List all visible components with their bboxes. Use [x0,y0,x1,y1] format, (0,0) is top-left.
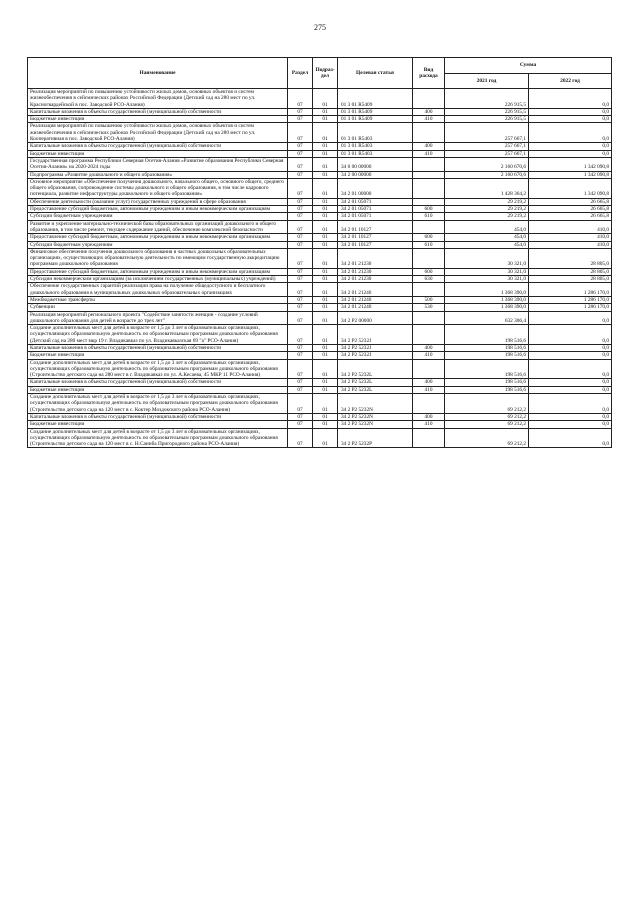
table-row [28,304,612,311]
row-expense: 400 [413,344,445,351]
row-name: Бюджетные инвестиции [28,150,288,157]
row-target: 34 2 P2 5232J [338,352,413,359]
row-subsection: 01 [313,325,338,345]
header-name: Наименование [28,58,288,89]
row-subsection: 01 [313,157,338,171]
table-row [28,143,612,150]
row-expense [413,283,445,297]
row-name: Развитие и укрепление материально-технической базы образовательных организаций дошкольного и общего образования, в том числе ремонт, текущее содержание зданий, обеспечение комплексной безопасности [28,220,288,234]
row-target: 34 2 P2 5232L [338,386,413,393]
header-year-2021: 2021 год [445,74,529,89]
row-expense [413,359,445,379]
row-amount-2021: 632 306,4 [445,311,529,325]
page-number: 275 [314,23,326,32]
row-target: 01 3 01 R5409 [338,108,413,115]
row-expense [413,178,445,198]
row-amount-2021: 69 212,2 [445,428,529,448]
row-name: Подпрограмма «Развитие дошкольного и общего образования» [28,171,288,178]
row-subsection: 01 [313,150,338,157]
row-subsection: 01 [313,268,338,275]
row-expense: 410 [413,150,445,157]
row-name: Обеспечение государственных гарантий реализации права на получение общедоступного и бесплатного дошкольного образования в муниципальных дошкольных образовательных организациях [28,283,288,297]
row-subsection: 01 [313,276,338,283]
row-expense: 410 [413,421,445,428]
row-subsection: 01 [313,359,338,379]
row-target: 34 2 01 05071 [338,198,413,205]
row-section: 07 [288,304,313,311]
row-amount-2022: 1 342 090,8 [529,171,612,178]
table-row [28,220,612,234]
row-name: Финансовое обеспечение получения дошкольного образования в частных дошкольных образовательных организациях, осуществляющих образовательную деятельность по имеющим государственную аккредитацию программам дошкольного образования [28,248,288,268]
row-amount-2021: 226 915,5 [445,116,529,123]
row-section: 07 [288,206,313,213]
row-target: 34 2 01 21240 [338,304,413,311]
row-amount-2022: 0,0 [529,123,612,143]
row-subsection: 01 [313,178,338,198]
row-section: 07 [288,234,313,241]
row-subsection: 01 [313,198,338,205]
row-amount-2022: 1 286 170,0 [529,304,612,311]
row-subsection: 01 [313,283,338,297]
table-row [28,268,612,275]
row-amount-2022: 1 342 090,8 [529,157,612,171]
row-expense: 400 [413,379,445,386]
row-target: 34 2 P2 5232N [338,413,413,420]
row-section: 07 [288,143,313,150]
row-name: Создание дополнительных мест для детей в возрасте от 1,5 до 3 лет в образовательных организациях, осуществляющих образовательную деятельность по образовательным программам дошкольного образования (Строительство детского сада на 120 мест в с. Н.Саниба Пригородного района РСО-Алания) [28,428,288,448]
table-row [28,352,612,359]
row-name: Субсидии бюджетным учреждениям [28,241,288,248]
row-target: 34 2 01 21240 [338,283,413,297]
row-amount-2022: 0,0 [529,379,612,386]
row-target: 34 2 01 21240 [338,296,413,303]
row-expense [413,157,445,171]
row-amount-2022: 28 805,0 [529,248,612,268]
row-subsection: 01 [313,311,338,325]
row-amount-2021: 1 368 390,0 [445,304,529,311]
row-expense [413,428,445,448]
row-section: 07 [288,198,313,205]
row-target: 01 3 01 R5403 [338,150,413,157]
row-expense [413,198,445,205]
row-amount-2021: 226 915,5 [445,89,529,109]
row-subsection: 01 [313,116,338,123]
row-section: 07 [288,428,313,448]
row-amount-2021: 29 219,2 [445,206,529,213]
row-amount-2021: 69 212,2 [445,394,529,414]
row-target: 34 2 P2 5232L [338,379,413,386]
row-expense: 410 [413,352,445,359]
table-row [28,394,612,414]
row-target: 34 2 P2 5232L [338,359,413,379]
table-row [28,206,612,213]
row-amount-2021: 257 667,1 [445,123,529,143]
row-amount-2021: 198 516,6 [445,344,529,351]
row-amount-2021: 257 667,1 [445,143,529,150]
row-section: 07 [288,123,313,143]
row-name: Бюджетные инвестиции [28,116,288,123]
row-name: Капитальные вложения в объекты государственной (муниципальной) собственности [28,413,288,420]
row-target: 34 2 01 10127 [338,220,413,234]
row-expense: 600 [413,234,445,241]
row-expense: 530 [413,304,445,311]
row-subsection: 01 [313,234,338,241]
row-expense: 600 [413,268,445,275]
row-amount-2021: 198 516,6 [445,379,529,386]
row-subsection: 01 [313,379,338,386]
table-row [28,241,612,248]
table-row [28,89,612,109]
row-subsection: 01 [313,241,338,248]
row-expense: 610 [413,241,445,248]
row-subsection: 01 [313,206,338,213]
row-target: 34 2 01 10127 [338,241,413,248]
row-name: Предоставление субсидий бюджетным, автономным учреждениям и иным некоммерческим организациям [28,234,288,241]
table-row [28,248,612,268]
row-target: 34 2 P2 5232J [338,344,413,351]
row-amount-2022: 410,0 [529,234,612,241]
row-expense: 610 [413,213,445,220]
table-row [28,234,612,241]
row-amount-2022: 1 286 170,0 [529,296,612,303]
row-section: 07 [288,359,313,379]
row-expense [413,171,445,178]
row-name: Реализация мероприятий по повышению устойчивости жилых домов, основных объектов и систем жизнеобеспечения в сейсмических районах Российской Федерации (Детский сад на 280 мест по ул. Кооперативная в пос. Заводской РСО-Алания) [28,123,288,143]
row-name: Капитальные вложения в объекты государственной (муниципальной) собственности [28,108,288,115]
row-name: Создание дополнительных мест для детей в возрасте от 1,5 до 3 лет в образовательных организациях, осуществляющих образовательную деятельность по образовательным программам дошкольного образования (Строительство детского сада на 280 мест в г. Владикавказ по ул. А.Кесаева, 45 МКР 11 РСО-Алания) [28,359,288,379]
row-amount-2022: 0,0 [529,108,612,115]
row-amount-2021: 29 219,2 [445,198,529,205]
row-section: 07 [288,296,313,303]
row-section: 07 [288,344,313,351]
row-target: 34 2 00 00000 [338,171,413,178]
header-year-2022: 2022 год [529,74,612,89]
row-amount-2021: 30 321,0 [445,268,529,275]
row-amount-2022: 0,0 [529,150,612,157]
row-target: 34 2 01 21230 [338,276,413,283]
table-row [28,171,612,178]
row-section: 07 [288,248,313,268]
row-amount-2022: 26 665,8 [529,198,612,205]
row-amount-2021: 1 368 390,0 [445,283,529,297]
row-amount-2021: 198 516,6 [445,386,529,393]
row-section: 07 [288,178,313,198]
row-section: 07 [288,352,313,359]
row-target: 34 2 P2 5232N [338,421,413,428]
table-row [28,283,612,297]
row-expense [413,248,445,268]
row-name: Капитальные вложения в объекты государственной (муниципальной) собственности [28,379,288,386]
table-row [28,178,612,198]
row-subsection: 01 [313,143,338,150]
row-expense: 630 [413,276,445,283]
row-expense: 410 [413,386,445,393]
row-amount-2022: 0,0 [529,413,612,420]
row-amount-2021: 2 160 670,6 [445,171,529,178]
row-amount-2021: 69 212,2 [445,421,529,428]
row-section: 07 [288,268,313,275]
row-amount-2022: 0,0 [529,386,612,393]
table-row [28,386,612,393]
table-row [28,150,612,157]
row-amount-2022: 0,0 [529,428,612,448]
row-name: Бюджетные инвестиции [28,386,288,393]
row-subsection: 01 [313,344,338,351]
row-subsection: 01 [313,394,338,414]
row-section: 07 [288,379,313,386]
row-amount-2022: 0,0 [529,359,612,379]
row-amount-2022: 1 342 090,8 [529,178,612,198]
row-section: 07 [288,386,313,393]
row-name: Основное мероприятие «Обеспечение получения дошкольного, начального общего, основного общего, среднего общего образования, сопровождение системы дошкольного и общего образования, в том числе кадрового потенциала, развитие инфраструктуры дошкольного и общего образования» [28,178,288,198]
row-amount-2021: 69 212,2 [445,413,529,420]
row-section: 07 [288,213,313,220]
table-row [28,213,612,220]
row-expense: 400 [413,413,445,420]
table-row [28,276,612,283]
row-target: 34 2 01 05071 [338,213,413,220]
row-amount-2022: 26 665,8 [529,206,612,213]
row-amount-2021: 1 368 390,0 [445,296,529,303]
row-section: 07 [288,89,313,109]
row-amount-2021: 454,0 [445,220,529,234]
row-expense [413,123,445,143]
row-amount-2022: 410,0 [529,241,612,248]
row-name: Предоставление субсидий бюджетным, автономным учреждениям и иным некоммерческим организациям [28,206,288,213]
row-name: Создание дополнительных мест для детей в возрасте от 1,5 до 3 лет в образовательных организациях, осуществляющих образовательную деятельность по образовательным программам дошкольного образования (Строительство детского сада на 120 мест в с. Коктер Моздокского района РСО-Алания) [28,394,288,414]
row-name: Межбюджетные трансферты [28,296,288,303]
row-name: Обеспечение деятельности (оказание услуг) государственных учреждений в сфере образования [28,198,288,205]
header-section: Раздел [288,58,313,89]
table-row [28,344,612,351]
row-section: 07 [288,394,313,414]
row-amount-2021: 30 321,0 [445,248,529,268]
row-amount-2021: 2 160 670,6 [445,157,529,171]
row-name: Субсидии бюджетным учреждениям [28,213,288,220]
table-row [28,379,612,386]
row-section: 07 [288,241,313,248]
row-expense: 410 [413,116,445,123]
row-subsection: 01 [313,413,338,420]
row-subsection: 01 [313,123,338,143]
row-amount-2021: 198 516,6 [445,325,529,345]
row-expense [413,89,445,109]
row-amount-2022: 0,0 [529,394,612,414]
header-sum: Сумма [445,58,612,74]
row-target: 34 2 01 21230 [338,248,413,268]
table-row [28,428,612,448]
row-target: 01 3 01 R5409 [338,89,413,109]
row-amount-2021: 1 428 364,2 [445,178,529,198]
row-expense [413,220,445,234]
table-row [28,296,612,303]
row-expense [413,311,445,325]
row-amount-2021: 29 219,2 [445,213,529,220]
row-amount-2022: 28 805,0 [529,268,612,275]
row-target: 34 0 00 00000 [338,157,413,171]
row-target: 34 2 01 10127 [338,234,413,241]
row-target: 01 3 01 R5403 [338,123,413,143]
row-amount-2021: 226 915,5 [445,108,529,115]
row-target: 34 2 P2 5232J [338,325,413,345]
table-row [28,421,612,428]
row-target: 34 2 01 00000 [338,178,413,198]
row-amount-2021: 198 516,6 [445,359,529,379]
row-expense: 400 [413,143,445,150]
row-target: 34 2 P2 00000 [338,311,413,325]
row-subsection: 01 [313,296,338,303]
row-subsection: 01 [313,421,338,428]
row-amount-2021: 454,0 [445,241,529,248]
table-row [28,157,612,171]
row-name: Бюджетные инвестиции [28,421,288,428]
row-name: Предоставление субсидий бюджетным, автономным учреждениям и иным некоммерческим организациям [28,268,288,275]
row-expense [413,325,445,345]
row-amount-2022: 0,0 [529,89,612,109]
row-name: Капитальные вложения в объекты государственной (муниципальной) собственности [28,143,288,150]
table-header [28,58,612,89]
row-amount-2022: 0,0 [529,421,612,428]
row-expense: 600 [413,206,445,213]
row-amount-2022: 1 286 170,0 [529,283,612,297]
row-section: 07 [288,421,313,428]
row-expense [413,394,445,414]
table-row [28,359,612,379]
header-expense: Вид расхода [413,58,445,89]
row-subsection: 01 [313,352,338,359]
row-amount-2021: 30 321,0 [445,276,529,283]
budget-table [27,57,612,448]
row-subsection: 01 [313,213,338,220]
table-row [28,311,612,325]
row-subsection: 01 [313,220,338,234]
row-expense: 500 [413,296,445,303]
row-subsection: 01 [313,304,338,311]
row-section: 07 [288,116,313,123]
row-subsection: 01 [313,248,338,268]
row-subsection: 01 [313,89,338,109]
table-row [28,198,612,205]
row-amount-2022: 26 665,8 [529,213,612,220]
row-section: 07 [288,283,313,297]
row-name: Субвенции [28,304,288,311]
row-amount-2022: 0,0 [529,143,612,150]
row-name: Государственная программа Республики Северная Осетия-Алания «Развитие образования Республики Северная Осетия-Алания» на 2020-2024 годы [28,157,288,171]
row-section: 07 [288,108,313,115]
row-amount-2022: 0,0 [529,325,612,345]
row-section: 07 [288,311,313,325]
row-amount-2022: 0,0 [529,352,612,359]
row-name: Реализация мероприятий по повышению устойчивости жилых домов, основных объектов и систем жизнеобеспечения в сейсмических районах Российской Федерации (Детский сад на 280 мест по ул. Красногвардейской в пос. Заводской РСО-Алания) [28,89,288,109]
table-row [28,116,612,123]
row-subsection: 01 [313,386,338,393]
row-target: 34 2 01 21230 [338,268,413,275]
row-subsection: 01 [313,108,338,115]
table-row [28,108,612,115]
header-target: Целевая статья [338,58,413,89]
row-amount-2021: 198 516,6 [445,352,529,359]
table-body [28,89,612,448]
row-amount-2022: 28 805,0 [529,276,612,283]
row-amount-2021: 454,0 [445,234,529,241]
row-subsection: 01 [313,171,338,178]
row-amount-2022: 410,0 [529,220,612,234]
row-name: Капитальные вложения в объекты государственной (муниципальной) собственности [28,344,288,351]
row-section: 07 [288,157,313,171]
row-name: Субсидии некоммерческим организациям (за исключением государственных (муниципальных) учреждений) [28,276,288,283]
row-section: 07 [288,276,313,283]
table-row [28,325,612,345]
row-section: 07 [288,150,313,157]
row-name: Реализация мероприятий регионального проекта "Содействие занятости женщин - создание условий дошкольного образования для детей в возрасте до трех лет" [28,311,288,325]
row-target: 34 2 P2 5232P [338,428,413,448]
row-expense: 400 [413,108,445,115]
header-subsection: Подраз- дел [313,58,338,89]
table-row [28,123,612,143]
row-target: 34 2 01 05071 [338,206,413,213]
row-subsection: 01 [313,428,338,448]
row-target: 01 3 01 R5403 [338,143,413,150]
row-section: 07 [288,171,313,178]
row-name: Создание дополнительных мест для детей в возрасте от 1,5 до 3 лет в образовательных организациях, осуществляющих образовательную деятельность по образовательным программам дошкольного образования (Детский сад на 280 мест мкр 19 г. Владикавказ по ул. Владикавказская 69 "а" РСО-Алания) [28,325,288,345]
row-section: 07 [288,325,313,345]
row-section: 07 [288,413,313,420]
row-target: 01 3 01 R5409 [338,116,413,123]
row-name: Бюджетные инвестиции [28,352,288,359]
row-amount-2021: 257 667,1 [445,150,529,157]
table-row [28,413,612,420]
row-target: 34 2 P2 5232N [338,394,413,414]
row-amount-2022: 0,0 [529,344,612,351]
row-section: 07 [288,220,313,234]
row-amount-2022: 0,0 [529,116,612,123]
row-amount-2022: 0,0 [529,311,612,325]
